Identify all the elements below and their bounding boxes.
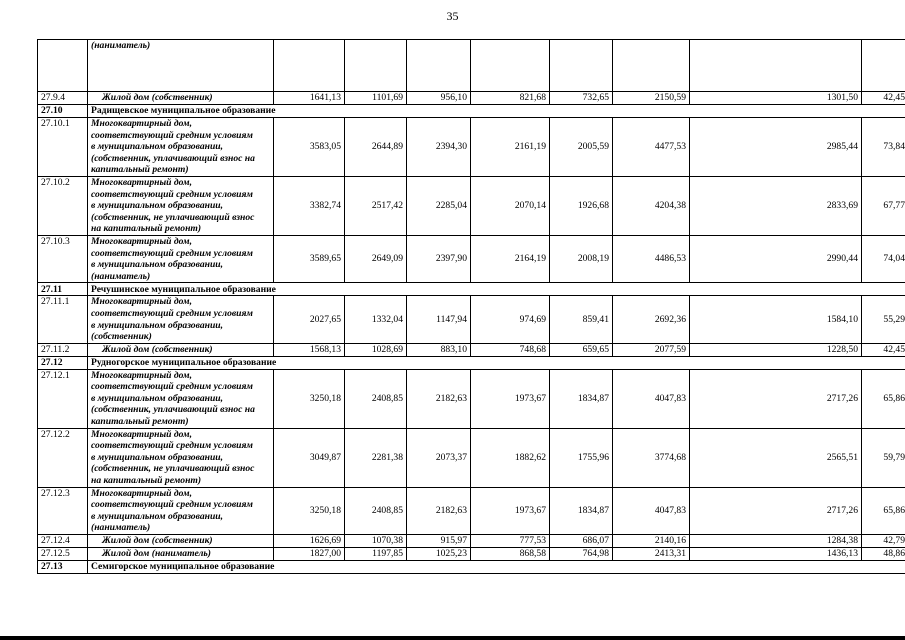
value-cell: 1284,38 — [690, 535, 862, 548]
row-code: 27.11.2 — [38, 343, 88, 356]
value-cell: 859,41 — [550, 296, 613, 343]
section-row — [38, 105, 905, 118]
value-cell: 1827,00 — [274, 548, 345, 561]
section-code: 27.13 — [38, 561, 88, 574]
value-cell: 2985,44 — [690, 118, 862, 177]
value-cell: 1568,13 — [274, 343, 345, 356]
value-cell: 2413,31 — [613, 548, 690, 561]
section-title: Радищевское муниципальное образование — [88, 105, 905, 118]
row-description: Многоквартирный дом, соответствующий средним условиям в муниципальном образовании, (наниматель) — [88, 487, 274, 534]
row-description: Многоквартирный дом, соответствующий средним условиям в муниципальном образовании, (собственник, не уплачивающий взнос на капитальный ремонт) — [88, 176, 274, 235]
value-cell: 1028,69 — [345, 343, 407, 356]
value-cell: 1834,87 — [550, 369, 613, 428]
value-cell: 3583,05 — [274, 118, 345, 177]
value-cell: 1332,04 — [345, 296, 407, 343]
value-cell: 42,45 — [862, 343, 905, 356]
value-cell: 974,69 — [471, 296, 550, 343]
value-cell: 2008,19 — [550, 235, 613, 282]
value-cell: 2717,26 — [690, 369, 862, 428]
value-cell: 748,68 — [471, 343, 550, 356]
value-cell: 67,77 — [862, 176, 905, 235]
value-cell: 4486,53 — [613, 235, 690, 282]
value-cell: 3774,68 — [613, 428, 690, 487]
value-cell: 42,79 — [862, 535, 905, 548]
value-cell: 1101,69 — [345, 92, 407, 105]
row-code: 27.10.2 — [38, 176, 88, 235]
value-cell: 659,65 — [550, 343, 613, 356]
value-cell: 1584,10 — [690, 296, 862, 343]
value-cell: 3250,18 — [274, 369, 345, 428]
value-cell: 1436,13 — [690, 548, 862, 561]
value-cell: 2281,38 — [345, 428, 407, 487]
table-row — [38, 548, 905, 561]
value-cell: 3382,74 — [274, 176, 345, 235]
value-cell: 2073,37 — [407, 428, 471, 487]
value-cell: 3589,65 — [274, 235, 345, 282]
row-code: 27.12.5 — [38, 548, 88, 561]
value-cell: 2070,14 — [471, 176, 550, 235]
value-cell: 1641,13 — [274, 92, 345, 105]
value-cell: 2140,16 — [613, 535, 690, 548]
section-row — [38, 283, 905, 296]
value-cell: 1834,87 — [550, 487, 613, 534]
value-cell — [345, 40, 407, 92]
table-row — [38, 343, 905, 356]
value-cell: 2649,09 — [345, 235, 407, 282]
tariff-table — [37, 39, 905, 574]
value-cell: 1626,69 — [274, 535, 345, 548]
value-cell: 73,84 — [862, 118, 905, 177]
value-cell: 821,68 — [471, 92, 550, 105]
value-cell: 1973,67 — [471, 369, 550, 428]
value-cell: 764,98 — [550, 548, 613, 561]
value-cell: 686,07 — [550, 535, 613, 548]
value-cell: 883,10 — [407, 343, 471, 356]
value-cell: 2990,44 — [690, 235, 862, 282]
row-description: Многоквартирный дом, соответствующий средним условиям в муниципальном образовании, (собственник, уплачивающий взнос на капитальный ремонт) — [88, 118, 274, 177]
value-cell: 2164,19 — [471, 235, 550, 282]
value-cell: 4047,83 — [613, 369, 690, 428]
section-code: 27.10 — [38, 105, 88, 118]
value-cell: 1025,23 — [407, 548, 471, 561]
value-cell: 2717,26 — [690, 487, 862, 534]
value-cell: 1755,96 — [550, 428, 613, 487]
row-description: (наниматель) — [88, 40, 274, 92]
row-code: 27.12.3 — [38, 487, 88, 534]
value-cell: 1197,85 — [345, 548, 407, 561]
scan-edge-line — [0, 636, 905, 640]
value-cell: 2408,85 — [345, 369, 407, 428]
row-description: Жилой дом (наниматель) — [88, 548, 274, 561]
section-row — [38, 356, 905, 369]
row-code: 27.12.2 — [38, 428, 88, 487]
value-cell: 2692,36 — [613, 296, 690, 343]
row-code: 27.12.4 — [38, 535, 88, 548]
value-cell: 2833,69 — [690, 176, 862, 235]
value-cell — [407, 40, 471, 92]
table-row — [38, 176, 905, 235]
value-cell: 1301,50 — [690, 92, 862, 105]
value-cell — [471, 40, 550, 92]
value-cell: 2565,51 — [690, 428, 862, 487]
row-description: Многоквартирный дом, соответствующий средним условиям в муниципальном образовании, (собственник, не уплачивающий взнос на капитальный ремонт) — [88, 428, 274, 487]
value-cell: 2394,30 — [407, 118, 471, 177]
section-row — [38, 561, 905, 574]
page-number: 35 — [446, 9, 459, 23]
section-title: Семигорское муниципальное образование — [88, 561, 905, 574]
value-cell — [274, 40, 345, 92]
value-cell: 59,79 — [862, 428, 905, 487]
section-code: 27.12 — [38, 356, 88, 369]
section-code: 27.11 — [38, 283, 88, 296]
value-cell: 4204,38 — [613, 176, 690, 235]
value-cell: 2644,89 — [345, 118, 407, 177]
value-cell — [613, 40, 690, 92]
table-row — [38, 235, 905, 282]
value-cell — [690, 40, 862, 92]
value-cell: 74,04 — [862, 235, 905, 282]
value-cell: 65,86 — [862, 369, 905, 428]
row-code: 27.11.1 — [38, 296, 88, 343]
row-code: 27.12.1 — [38, 369, 88, 428]
table-row — [38, 118, 905, 177]
table-row — [38, 92, 905, 105]
value-cell: 2005,59 — [550, 118, 613, 177]
value-cell: 956,10 — [407, 92, 471, 105]
value-cell: 1070,38 — [345, 535, 407, 548]
value-cell: 1228,50 — [690, 343, 862, 356]
section-title: Рудногорское муниципальное образование — [88, 356, 905, 369]
value-cell — [862, 40, 905, 92]
value-cell: 48,86 — [862, 548, 905, 561]
row-description: Многоквартирный дом, соответствующий средним условиям в муниципальном образовании, (собственник, уплачивающий взнос на капитальный ремонт) — [88, 369, 274, 428]
value-cell — [550, 40, 613, 92]
value-cell: 2397,90 — [407, 235, 471, 282]
row-description: Жилой дом (собственник) — [88, 343, 274, 356]
value-cell: 1882,62 — [471, 428, 550, 487]
value-cell: 3049,87 — [274, 428, 345, 487]
value-cell: 65,86 — [862, 487, 905, 534]
value-cell: 2285,04 — [407, 176, 471, 235]
value-cell: 1147,94 — [407, 296, 471, 343]
section-title: Речушинское муниципальное образование — [88, 283, 905, 296]
table-row — [38, 40, 905, 92]
value-cell: 1973,67 — [471, 487, 550, 534]
table-row — [38, 369, 905, 428]
value-cell: 42,45 — [862, 92, 905, 105]
table-row — [38, 487, 905, 534]
table-row — [38, 296, 905, 343]
value-cell: 2517,42 — [345, 176, 407, 235]
value-cell: 2182,63 — [407, 487, 471, 534]
row-description: Жилой дом (собственник) — [88, 535, 274, 548]
row-description: Многоквартирный дом, соответствующий средним условиям в муниципальном образовании, (наниматель) — [88, 235, 274, 282]
row-description: Жилой дом (собственник) — [88, 92, 274, 105]
table-row — [38, 428, 905, 487]
row-code — [38, 40, 88, 92]
value-cell: 2027,65 — [274, 296, 345, 343]
value-cell: 868,58 — [471, 548, 550, 561]
value-cell: 4477,53 — [613, 118, 690, 177]
value-cell: 732,65 — [550, 92, 613, 105]
value-cell: 2150,59 — [613, 92, 690, 105]
row-code: 27.10.3 — [38, 235, 88, 282]
value-cell: 2077,59 — [613, 343, 690, 356]
table-body — [38, 40, 905, 574]
value-cell: 2182,63 — [407, 369, 471, 428]
value-cell: 1926,68 — [550, 176, 613, 235]
row-code: 27.9.4 — [38, 92, 88, 105]
value-cell: 915,97 — [407, 535, 471, 548]
row-code: 27.10.1 — [38, 118, 88, 177]
value-cell: 2161,19 — [471, 118, 550, 177]
value-cell: 3250,18 — [274, 487, 345, 534]
value-cell: 777,53 — [471, 535, 550, 548]
row-description: Многоквартирный дом, соответствующий средним условиям в муниципальном образовании, (собственник) — [88, 296, 274, 343]
value-cell: 2408,85 — [345, 487, 407, 534]
value-cell: 55,29 — [862, 296, 905, 343]
table-row — [38, 535, 905, 548]
value-cell: 4047,83 — [613, 487, 690, 534]
